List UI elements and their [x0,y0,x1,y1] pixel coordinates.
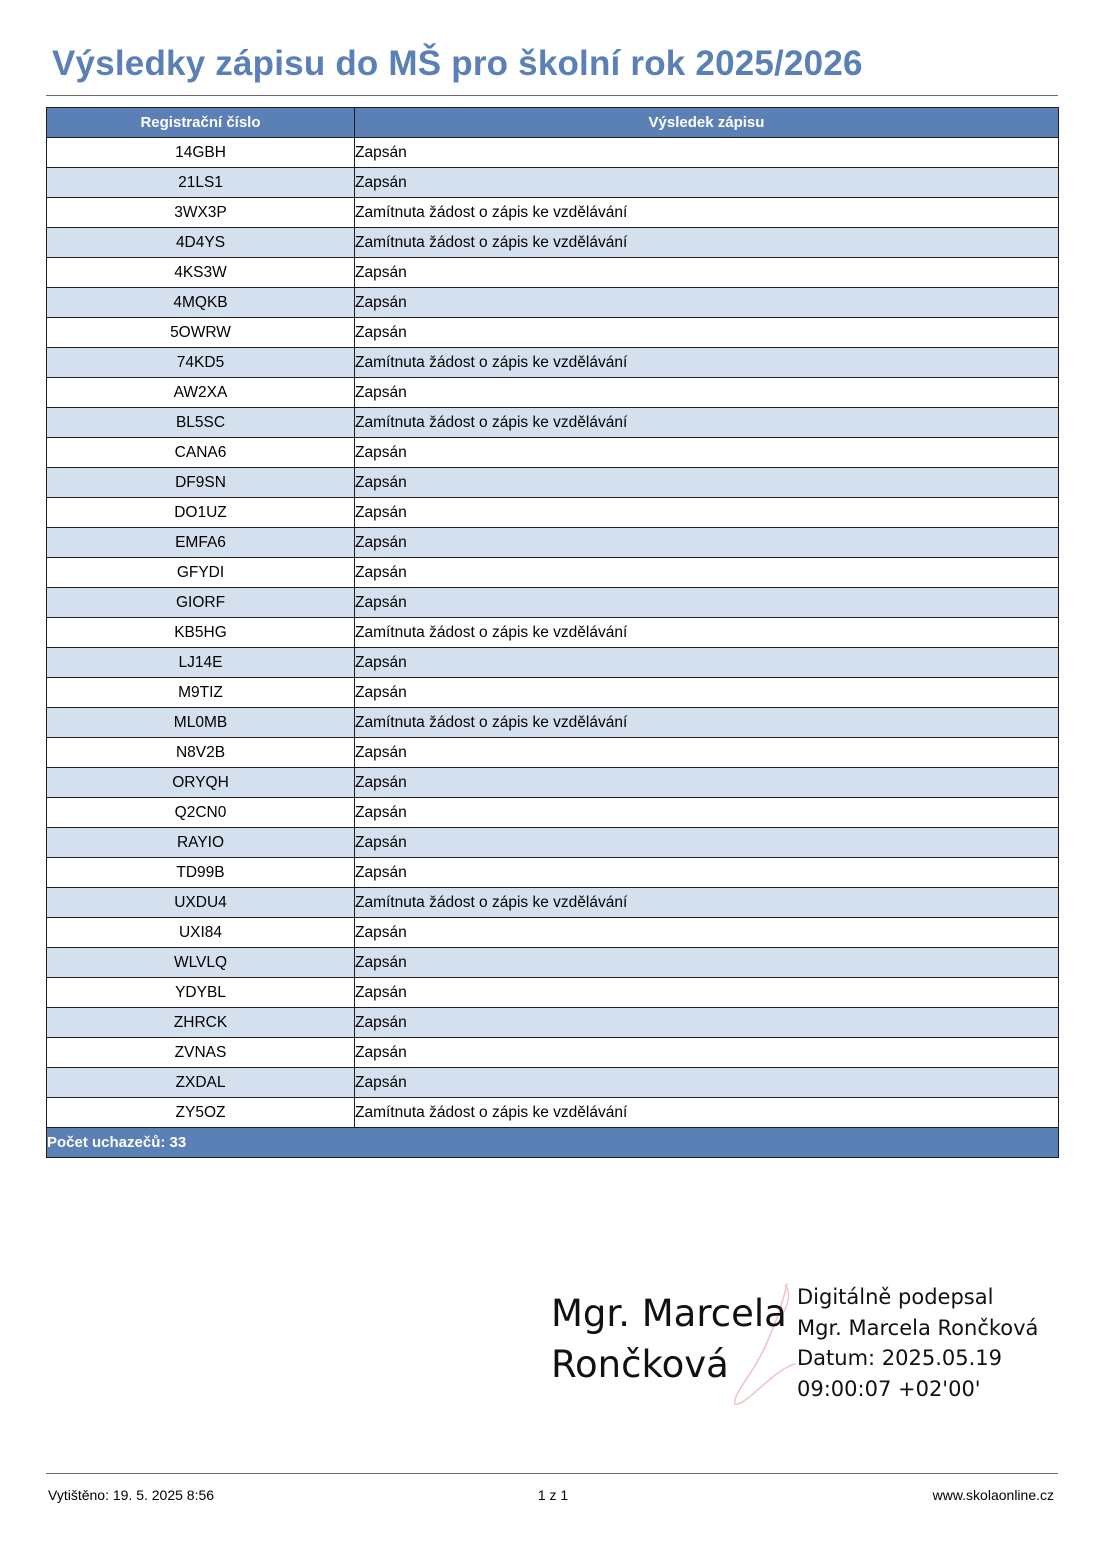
table-row [47,738,1059,768]
signature-name-line2: Rončková [551,1343,729,1386]
result-cell: Zamítnuta žádost o zápis ke vzdělávání [355,888,1059,918]
table-body [47,138,1059,1128]
result-cell: Zamítnuta žádost o zápis ke vzdělávání [355,198,1059,228]
table-row [47,588,1059,618]
registration-number-cell: KB5HG [47,618,355,648]
result-cell: Zapsán [355,528,1059,558]
registration-number-cell: GFYDI [47,558,355,588]
table-row [47,438,1059,468]
result-cell: Zapsán [355,168,1059,198]
registration-number-cell: 3WX3P [47,198,355,228]
table-row [47,1038,1059,1068]
result-cell: Zamítnuta žádost o zápis ke vzdělávání [355,228,1059,258]
registration-number-cell: ZVNAS [47,1038,355,1068]
table-summary-row [47,1128,1059,1158]
result-cell: Zamítnuta žádost o zápis ke vzdělávání [355,408,1059,438]
registration-number-cell: 4KS3W [47,258,355,288]
result-cell: Zapsán [355,1068,1059,1098]
table-row [47,348,1059,378]
result-cell: Zapsán [355,858,1059,888]
table-row [47,168,1059,198]
column-header-registration-number: Registrační číslo [47,108,355,138]
registration-number-cell: RAYIO [47,828,355,858]
registration-number-cell: 74KD5 [47,348,355,378]
table-row [47,648,1059,678]
registration-number-cell: Q2CN0 [47,798,355,828]
table-row [47,198,1059,228]
table-row [47,858,1059,888]
signature-name-line1: Mgr. Marcela [551,1292,787,1335]
result-cell: Zapsán [355,138,1059,168]
result-cell: Zapsán [355,498,1059,528]
table-row [47,978,1059,1008]
registration-number-cell: UXDU4 [47,888,355,918]
table-row [47,1068,1059,1098]
table-row [47,888,1059,918]
registration-number-cell: 5OWRW [47,318,355,348]
table-row [47,828,1059,858]
page-title: Výsledky zápisu do MŠ pro školní rok 2025/2026 [52,44,863,83]
result-cell: Zapsán [355,678,1059,708]
result-cell: Zapsán [355,828,1059,858]
registration-number-cell: GIORF [47,588,355,618]
applicant-count: Počet uchazečů: 33 [47,1128,1059,1158]
table-row [47,288,1059,318]
registration-number-cell: ZXDAL [47,1068,355,1098]
signature-detail-signer: Mgr. Marcela Rončková [797,1315,1039,1340]
column-header-result: Výsledek zápisu [355,108,1059,138]
table-header-row [47,108,1059,138]
signature-detail-signed-by: Digitálně podepsal [797,1285,994,1309]
title-divider [46,95,1058,96]
registration-number-cell: EMFA6 [47,528,355,558]
result-cell: Zapsán [355,948,1059,978]
table-row [47,228,1059,258]
table-row [47,258,1059,288]
result-cell: Zapsán [355,588,1059,618]
result-cell: Zamítnuta žádost o zápis ke vzdělávání [355,708,1059,738]
registration-number-cell: CANA6 [47,438,355,468]
table-row [47,528,1059,558]
table-row [47,798,1059,828]
result-cell: Zapsán [355,648,1059,678]
registration-number-cell: 4D4YS [47,228,355,258]
signature-detail-time: 09:00:07 +02'00' [797,1376,981,1401]
result-cell: Zapsán [355,1038,1059,1068]
signature-details [797,1282,1038,1404]
result-cell: Zapsán [355,768,1059,798]
table-row [47,618,1059,648]
result-cell: Zapsán [355,798,1059,828]
registration-number-cell: WLVLQ [47,948,355,978]
result-cell: Zamítnuta žádost o zápis ke vzdělávání [355,618,1059,648]
registration-number-cell: 4MQKB [47,288,355,318]
table-row [47,678,1059,708]
registration-number-cell: N8V2B [47,738,355,768]
registration-number-cell: ZY5OZ [47,1098,355,1128]
table-row [47,768,1059,798]
registration-number-cell: ORYQH [47,768,355,798]
result-cell: Zapsán [355,468,1059,498]
table-row [47,558,1059,588]
result-cell: Zapsán [355,738,1059,768]
result-cell: Zapsán [355,258,1059,288]
result-cell: Zapsán [355,288,1059,318]
result-cell: Zamítnuta žádost o zápis ke vzdělávání [355,348,1059,378]
table-row [47,708,1059,738]
registration-number-cell: YDYBL [47,978,355,1008]
table-row [47,1098,1059,1128]
table-row [47,468,1059,498]
table-row [47,498,1059,528]
registration-number-cell: LJ14E [47,648,355,678]
table-row [47,378,1059,408]
table-row [47,318,1059,348]
footer-printed-date: Vytištěno: 19. 5. 2025 8:56 [48,1487,215,1503]
result-cell: Zamítnuta žádost o zápis ke vzdělávání [355,1098,1059,1128]
footer-website: www.skolaonline.cz [932,1487,1054,1503]
table-row [47,1008,1059,1038]
footer-divider [46,1473,1058,1474]
footer-page-number: 1 z 1 [537,1487,569,1503]
table-row [47,408,1059,438]
registration-number-cell: M9TIZ [47,678,355,708]
registration-number-cell: DO1UZ [47,498,355,528]
registration-number-cell: UXI84 [47,918,355,948]
registration-number-cell: ML0MB [47,708,355,738]
signature-name [551,1288,787,1390]
registration-number-cell: DF9SN [47,468,355,498]
signature-detail-date: Datum: 2025.05.19 [797,1346,1003,1370]
result-cell: Zapsán [355,438,1059,468]
results-table [46,107,1059,1158]
result-cell: Zapsán [355,558,1059,588]
result-cell: Zapsán [355,918,1059,948]
result-cell: Zapsán [355,978,1059,1008]
registration-number-cell: AW2XA [47,378,355,408]
table-row [47,948,1059,978]
table-row [47,138,1059,168]
registration-number-cell: 14GBH [47,138,355,168]
result-cell: Zapsán [355,1008,1059,1038]
registration-number-cell: ZHRCK [47,1008,355,1038]
result-cell: Zapsán [355,378,1059,408]
registration-number-cell: BL5SC [47,408,355,438]
result-cell: Zapsán [355,318,1059,348]
table-row [47,918,1059,948]
registration-number-cell: TD99B [47,858,355,888]
registration-number-cell: 21LS1 [47,168,355,198]
